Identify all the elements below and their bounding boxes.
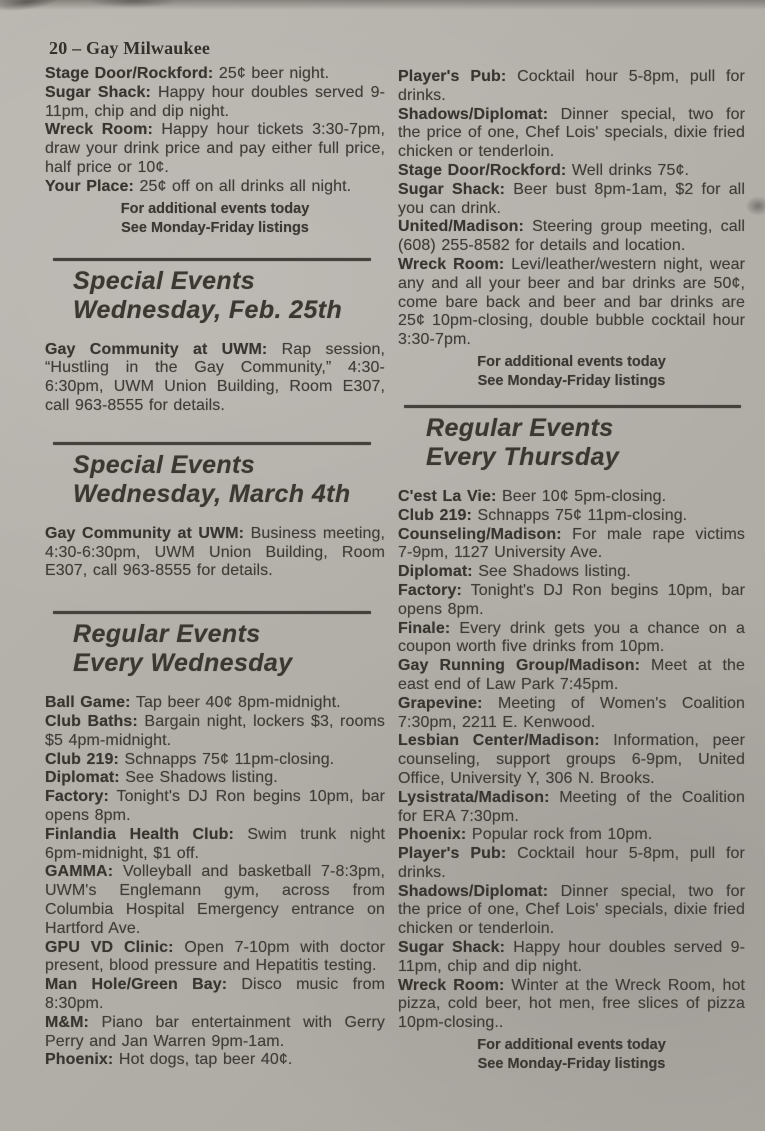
venue-name: Diplomat: bbox=[45, 769, 120, 787]
section-listings bbox=[45, 694, 385, 1070]
section-title-line: Regular Events bbox=[73, 620, 261, 649]
listing-text: Open 7-10pm with doctor present, blood pressure and Hepatitis testing. bbox=[45, 938, 385, 975]
section-title-line: Special Events bbox=[73, 266, 256, 295]
venue-name: Club 219: bbox=[398, 506, 472, 524]
venue-name: Sugar Shack: bbox=[398, 939, 506, 957]
section-regular-events-wednesday bbox=[45, 611, 385, 1070]
venue-name: Lesbian Center/Madison: bbox=[398, 732, 600, 750]
venue-name: Phoenix: bbox=[398, 826, 467, 844]
listing bbox=[398, 181, 745, 219]
additional-events-note bbox=[398, 353, 745, 391]
section-special-events-mar4 bbox=[45, 442, 385, 581]
left-top-listings bbox=[45, 65, 385, 197]
venue-name: Shadows/Diplomat: bbox=[398, 105, 549, 123]
section-rule bbox=[53, 258, 371, 261]
listing-text: Steering group meeting, call (608) 255-8582 for details and location. bbox=[398, 218, 745, 255]
additional-events-note bbox=[398, 1036, 745, 1074]
listing-text: See Shadows listing. bbox=[125, 769, 278, 787]
section-title-line: Special Events bbox=[73, 450, 256, 479]
left-column bbox=[45, 38, 385, 1074]
listing bbox=[398, 218, 745, 256]
listing bbox=[45, 826, 385, 864]
listing bbox=[398, 695, 745, 733]
listing bbox=[398, 939, 745, 977]
listing bbox=[398, 620, 745, 658]
listing bbox=[398, 256, 745, 350]
listing bbox=[45, 788, 385, 826]
listing-text: Tonight's DJ Ron begins 10pm, bar opens 8pm. bbox=[45, 788, 385, 824]
listing-text: Dinner special, two for the price of one, Chef Lois' specials, dixie fried chicken or tenderloin. bbox=[398, 882, 746, 938]
right-column bbox=[398, 38, 745, 1074]
listing-text: Hot dogs, tap beer 40¢. bbox=[118, 1051, 293, 1069]
venue-name: Club 219: bbox=[45, 750, 119, 768]
section-title-line: Wednesday, March 4th bbox=[73, 479, 351, 508]
scan-artifact-smudge bbox=[88, 0, 178, 8]
listing bbox=[45, 525, 385, 581]
venue-name: Diplomat: bbox=[398, 563, 473, 581]
venue-name: Player's Pub: bbox=[398, 68, 507, 85]
venue-name: Stage Door/Rockford: bbox=[45, 65, 214, 82]
venue-name: C'est La Vie: bbox=[398, 487, 497, 505]
listing-text: Information, peer counseling, support groups 6-9pm, United Office, University Y, 306 N. Brooks. bbox=[398, 732, 745, 787]
listing-text: 25¢ off on all drinks all night. bbox=[139, 177, 352, 195]
listing bbox=[45, 976, 385, 1014]
listing bbox=[398, 732, 745, 788]
listing bbox=[398, 507, 745, 526]
listing-text: Cocktail hour 5-8pm, pull for drinks. bbox=[398, 68, 745, 104]
listing bbox=[45, 713, 385, 751]
venue-name: Grapevine: bbox=[398, 694, 483, 712]
listing bbox=[45, 1014, 385, 1052]
venue-name: Shadows/Diplomat: bbox=[398, 882, 549, 900]
listing-text: See Shadows listing. bbox=[478, 563, 631, 581]
section-listings bbox=[398, 488, 745, 1033]
listing-text: Well drinks 75¢. bbox=[571, 161, 690, 179]
listing-text: Levi/leather/western night, wear any and all your beer and bar drinks are 50¢, come bare back and beer and bar drinks are 25¢ 10pm-closing, double bubble cocktail hour 3:30-7pm. bbox=[398, 255, 746, 349]
two-column-layout bbox=[45, 38, 745, 1074]
listing-text: Piano bar entertainment with Gerry Perry and Jan Warren 9pm-1am. bbox=[45, 1013, 385, 1050]
section-regular-events-thursday bbox=[398, 405, 745, 1033]
listing-text: Meet at the east end of Law Park 7:45pm. bbox=[398, 657, 745, 693]
listing bbox=[45, 939, 385, 977]
section-title bbox=[426, 414, 745, 472]
venue-name: Your Place: bbox=[45, 177, 134, 195]
listing bbox=[398, 582, 745, 620]
listing-text: Disco music from 8:30pm. bbox=[45, 976, 386, 1012]
listing bbox=[398, 162, 745, 181]
note-line: For additional events today bbox=[477, 1037, 666, 1054]
section-title-line: Every Thursday bbox=[426, 442, 620, 471]
listing-text: Meeting of Women's Coalition 7:30pm, 2211 E. Kenwood. bbox=[398, 694, 745, 731]
note-line: See Monday-Friday listings bbox=[477, 372, 666, 389]
section-listings bbox=[45, 525, 385, 581]
listing-text: Meeting of the Coalition for ERA 7:30pm. bbox=[398, 788, 745, 825]
listing bbox=[398, 68, 745, 106]
listing-text: Beer 10¢ 5pm-closing. bbox=[501, 487, 667, 505]
section-title bbox=[73, 267, 385, 325]
listing bbox=[398, 106, 745, 162]
listing bbox=[45, 121, 385, 177]
listing bbox=[45, 178, 385, 197]
note-line: See Monday-Friday listings bbox=[477, 1056, 666, 1073]
listing-text: Tonight's DJ Ron begins 10pm, bar opens 8pm. bbox=[398, 581, 746, 618]
section-title-line: Wednesday, Feb. 25th bbox=[73, 295, 343, 324]
venue-name: Stage Door/Rockford: bbox=[398, 161, 567, 179]
venue-name: Man Hole/Green Bay: bbox=[45, 976, 228, 994]
note-line: For additional events today bbox=[477, 353, 666, 370]
venue-name: Sugar Shack: bbox=[45, 83, 151, 101]
section-title bbox=[73, 451, 385, 509]
listing-text: Schnapps 75¢ 11pm-closing. bbox=[124, 750, 335, 768]
section-title bbox=[73, 620, 385, 678]
scan-artifact-smudge bbox=[745, 196, 765, 216]
venue-name: Gay Community at UWM: bbox=[45, 524, 245, 542]
venue-name: Gay Running Group/Madison: bbox=[398, 657, 641, 675]
listing-text: Every drink gets you a chance on a coupon worth five drinks from 10pm. bbox=[398, 619, 745, 656]
listing-text: Cocktail hour 5-8pm, pull for drinks. bbox=[398, 845, 745, 881]
venue-name: Phoenix: bbox=[45, 1051, 114, 1069]
section-title-line: Every Wednesday bbox=[73, 649, 293, 678]
note-line: For additional events today bbox=[120, 200, 310, 217]
page-title: 20 – Gay Milwaukee bbox=[49, 38, 211, 58]
listing-text: Rap session, “Hustling in the Gay Community,” 4:30-6:30pm, UWM Union Building, Room E307, call 963-8555 for details. bbox=[45, 340, 386, 414]
listing bbox=[398, 845, 745, 883]
section-title-line: Regular Events bbox=[426, 413, 614, 442]
listing bbox=[45, 84, 385, 122]
venue-name: M&M: bbox=[45, 1013, 89, 1031]
venue-name: Wreck Room: bbox=[398, 255, 505, 273]
section-rule bbox=[53, 442, 371, 445]
listing bbox=[398, 657, 745, 695]
venue-name: Finlandia Health Club: bbox=[45, 825, 234, 843]
listing bbox=[398, 526, 745, 564]
listing-text: Happy hour tickets 3:30-7pm, draw your drink price and pay either full price, half price or 10¢. bbox=[45, 121, 386, 176]
venue-name: Gay Community at UWM: bbox=[45, 340, 268, 358]
listing-text: Schnapps 75¢ 11pm-closing. bbox=[477, 506, 688, 524]
venue-name: Finale: bbox=[398, 619, 451, 637]
venue-name: GAMMA: bbox=[45, 863, 114, 881]
listing-text: For male rape victims 7-9pm, 1127 University Ave. bbox=[398, 525, 745, 562]
venue-name: United/Madison: bbox=[398, 218, 524, 236]
listing-text: Business meeting, 4:30-6:30pm, UWM Union Building, Room E307, call 963-8555 for details. bbox=[45, 524, 386, 580]
listing-text: Bargain night, lockers $3, rooms $5 4pm-midnight. bbox=[45, 712, 386, 749]
listing bbox=[45, 65, 385, 84]
listing bbox=[45, 863, 385, 938]
listing bbox=[398, 488, 745, 507]
listing-text: 25¢ beer night. bbox=[218, 65, 330, 82]
listing bbox=[398, 563, 745, 582]
venue-name: Sugar Shack: bbox=[398, 180, 506, 198]
listing bbox=[398, 883, 745, 939]
listing-text: Winter at the Wreck Room, hot pizza, cold beer, hot men, free slices of pizza 10pm-closing.. bbox=[398, 976, 745, 1032]
listing-text: Beer bust 8pm-1am, $2 for all you can drink. bbox=[398, 180, 745, 217]
listing bbox=[45, 769, 385, 788]
listing bbox=[398, 977, 745, 1033]
note-line: See Monday-Friday listings bbox=[121, 219, 309, 236]
venue-name: GPU VD Clinic: bbox=[45, 938, 174, 956]
listing bbox=[45, 1051, 385, 1070]
right-top-listings bbox=[398, 68, 745, 350]
listing bbox=[45, 694, 385, 713]
venue-name: Wreck Room: bbox=[45, 121, 153, 139]
listing-text: Volleyball and basketball 7-8:3pm, UWM's Englemann gym, across from Columbia Hospital Emergency entrance on Hartford Ave. bbox=[45, 863, 385, 937]
venue-name: Factory: bbox=[45, 788, 109, 806]
listing-text: Happy hour doubles served 9-11pm, chip and dip night. bbox=[398, 939, 746, 975]
venue-name: Player's Pub: bbox=[398, 845, 507, 863]
section-listings bbox=[45, 341, 385, 416]
listing-text: Dinner special, two for the price of one, Chef Lois' specials, dixie fried chicken or tenderloin. bbox=[398, 105, 746, 161]
section-special-events-feb25 bbox=[45, 258, 385, 416]
venue-name: Club Baths: bbox=[45, 712, 138, 730]
listing-text: Swim trunk night 6pm-midnight, $1 off. bbox=[45, 825, 386, 862]
venue-name: Factory: bbox=[398, 581, 462, 599]
venue-name: Wreck Room: bbox=[398, 976, 505, 994]
scan-artifact-smudge bbox=[0, 0, 63, 15]
listing bbox=[398, 826, 745, 845]
venue-name: Counseling/Madison: bbox=[398, 525, 562, 543]
listing-text: Happy hour doubles served 9-11pm, chip and dip night. bbox=[45, 83, 386, 120]
listing bbox=[45, 751, 385, 770]
section-rule bbox=[53, 611, 371, 614]
venue-name: Ball Game: bbox=[45, 694, 131, 712]
additional-events-note bbox=[45, 200, 385, 238]
listing bbox=[45, 341, 385, 416]
listing-text: Popular rock from 10pm. bbox=[471, 826, 653, 844]
section-rule bbox=[404, 405, 741, 408]
listing bbox=[398, 789, 745, 827]
listing-text: Tap beer 40¢ 8pm-midnight. bbox=[135, 694, 341, 712]
venue-name: Lysistrata/Madison: bbox=[398, 788, 550, 806]
